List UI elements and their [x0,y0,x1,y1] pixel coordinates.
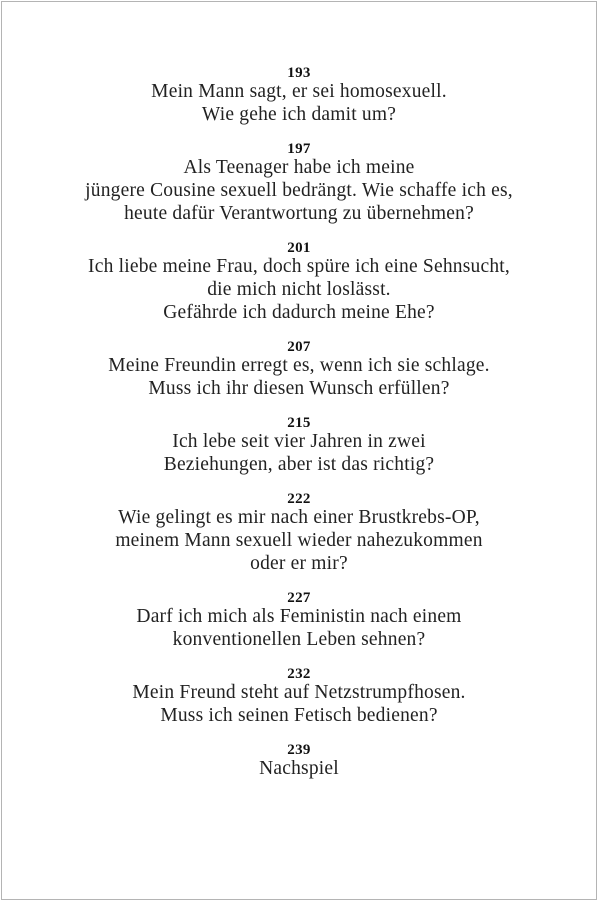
entry-title-line: oder er mir? [250,553,348,574]
page-number: 201 [287,240,311,256]
page-number: 232 [287,666,311,682]
toc-entry [2,591,596,651]
page-number: 193 [287,65,311,81]
page-number: 227 [287,590,311,606]
entry-title-line: konventionellen Leben sehnen? [172,629,426,650]
page-number: 197 [287,141,311,157]
entry-title-line: Muss ich ihr diesen Wunsch erfüllen? [148,378,450,399]
toc-entry [2,241,596,324]
entry-title-line: Muss ich seinen Fetisch bedienen? [160,705,438,726]
page-number: 222 [287,491,311,507]
entry-title-line: Wie gehe ich damit um? [201,104,397,125]
entry-title-line: Als Teenager habe ich meine [183,157,415,178]
entry-title-line: heute dafür Verantwortung zu übernehmen? [124,203,474,224]
toc-entry [2,743,596,780]
toc-entry [2,66,596,126]
entry-title-line: Gefährde ich dadurch meine Ehe? [163,302,435,323]
page-number: 207 [287,339,311,355]
page-number: 239 [287,742,311,758]
toc-entry [2,340,596,400]
entry-title-line: die mich nicht loslässt. [207,279,391,300]
entry-title-line: Beziehungen, aber ist das richtig? [163,454,435,475]
toc-entry [2,416,596,476]
toc-entry [2,492,596,575]
entry-title-line: Mein Freund steht auf Netzstrumpfhosen. [132,682,466,703]
page-number: 215 [287,415,311,431]
entry-title-line: Darf ich mich als Feministin nach einem [136,606,462,627]
book-page [1,1,597,900]
entry-title-line: Mein Mann sagt, er sei homosexuell. [151,81,447,102]
entry-title-line: Ich lebe seit vier Jahren in zwei [172,431,426,452]
toc-entry [2,142,596,225]
entry-title-line: Meine Freundin erregt es, wenn ich sie schlage. [108,355,490,376]
table-of-contents [2,66,596,796]
toc-entry [2,667,596,727]
entry-title-line: Nachspiel [259,758,339,779]
entry-title-line: Wie gelingt es mir nach einer Brustkrebs-OP, [118,507,480,528]
entry-title-line: jüngere Cousine sexuell bedrängt. Wie schaffe ich es, [85,180,513,201]
entry-title-line: Ich liebe meine Frau, doch spüre ich eine Sehnsucht, [88,256,510,277]
entry-title-line: meinem Mann sexuell wieder nahezukommen [115,530,483,551]
